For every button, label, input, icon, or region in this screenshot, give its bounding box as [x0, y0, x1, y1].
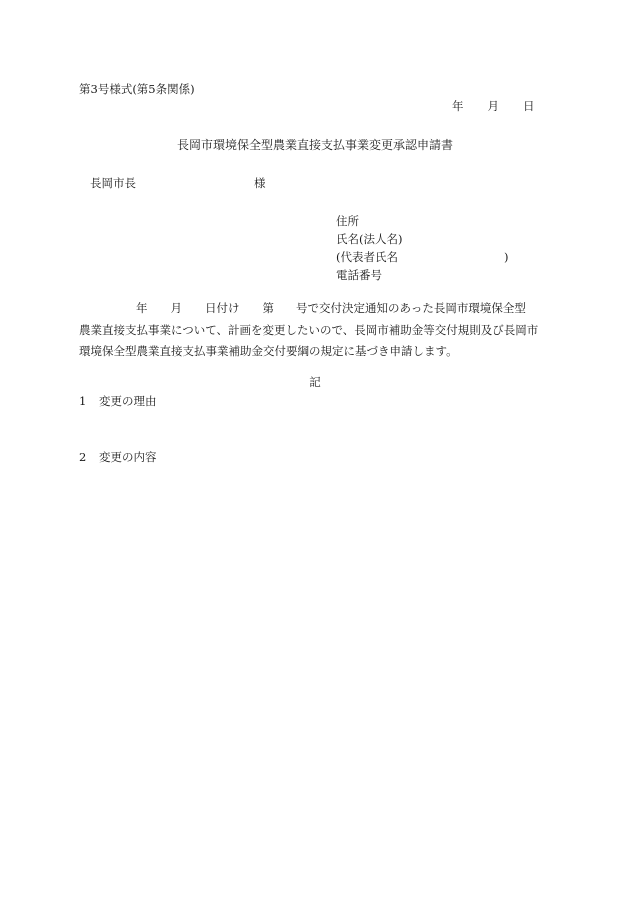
body-line-2: 農業直接支払事業について、計画を変更したいので、長岡市補助金等交付規則及び長岡市 [79, 322, 539, 337]
body-year: 年 [136, 301, 148, 315]
applicant-representative [336, 248, 509, 266]
item-change-content [79, 452, 157, 464]
body-line1-rest: 号で交付決定通知のあった長岡市環境保全型 [296, 301, 526, 315]
body-line-1 [79, 298, 559, 320]
date-line [452, 101, 535, 113]
document-title: 長岡市環境保全型農業直接支払事業変更承認申請書 [176, 138, 453, 152]
addressee-name: 長岡市長 [90, 176, 136, 190]
representative-label: (代表者氏名 [336, 250, 398, 264]
applicant-block [336, 212, 509, 284]
item-label: 変更の理由 [99, 394, 157, 408]
body-paragraph [79, 298, 559, 363]
item-number: 1 [79, 394, 87, 408]
addressee [90, 176, 266, 190]
body-dai: 第 [262, 301, 274, 315]
date-month: 月 [487, 99, 499, 113]
date-day: 日 [523, 99, 535, 113]
applicant-address-label: 住所 [336, 214, 359, 228]
item-number: 2 [79, 450, 87, 464]
representative-close-paren: ) [504, 250, 509, 264]
ki-heading: 記 [309, 375, 321, 389]
form-number: 第3号様式(第5条関係) [79, 82, 195, 96]
item-change-reason [79, 396, 157, 408]
applicant-name-label: 氏名(法人名) [336, 232, 403, 246]
applicant-phone-label: 電話番号 [336, 268, 382, 282]
body-month: 月 [170, 301, 182, 315]
item-label: 変更の内容 [99, 450, 157, 464]
body-dated: 日付け [205, 301, 240, 315]
addressee-honorific: 様 [254, 176, 266, 190]
body-line-3: 環境保全型農業直接支払事業補助金交付要綱の規定に基づき申請します。 [79, 344, 458, 358]
date-year: 年 [452, 99, 464, 113]
